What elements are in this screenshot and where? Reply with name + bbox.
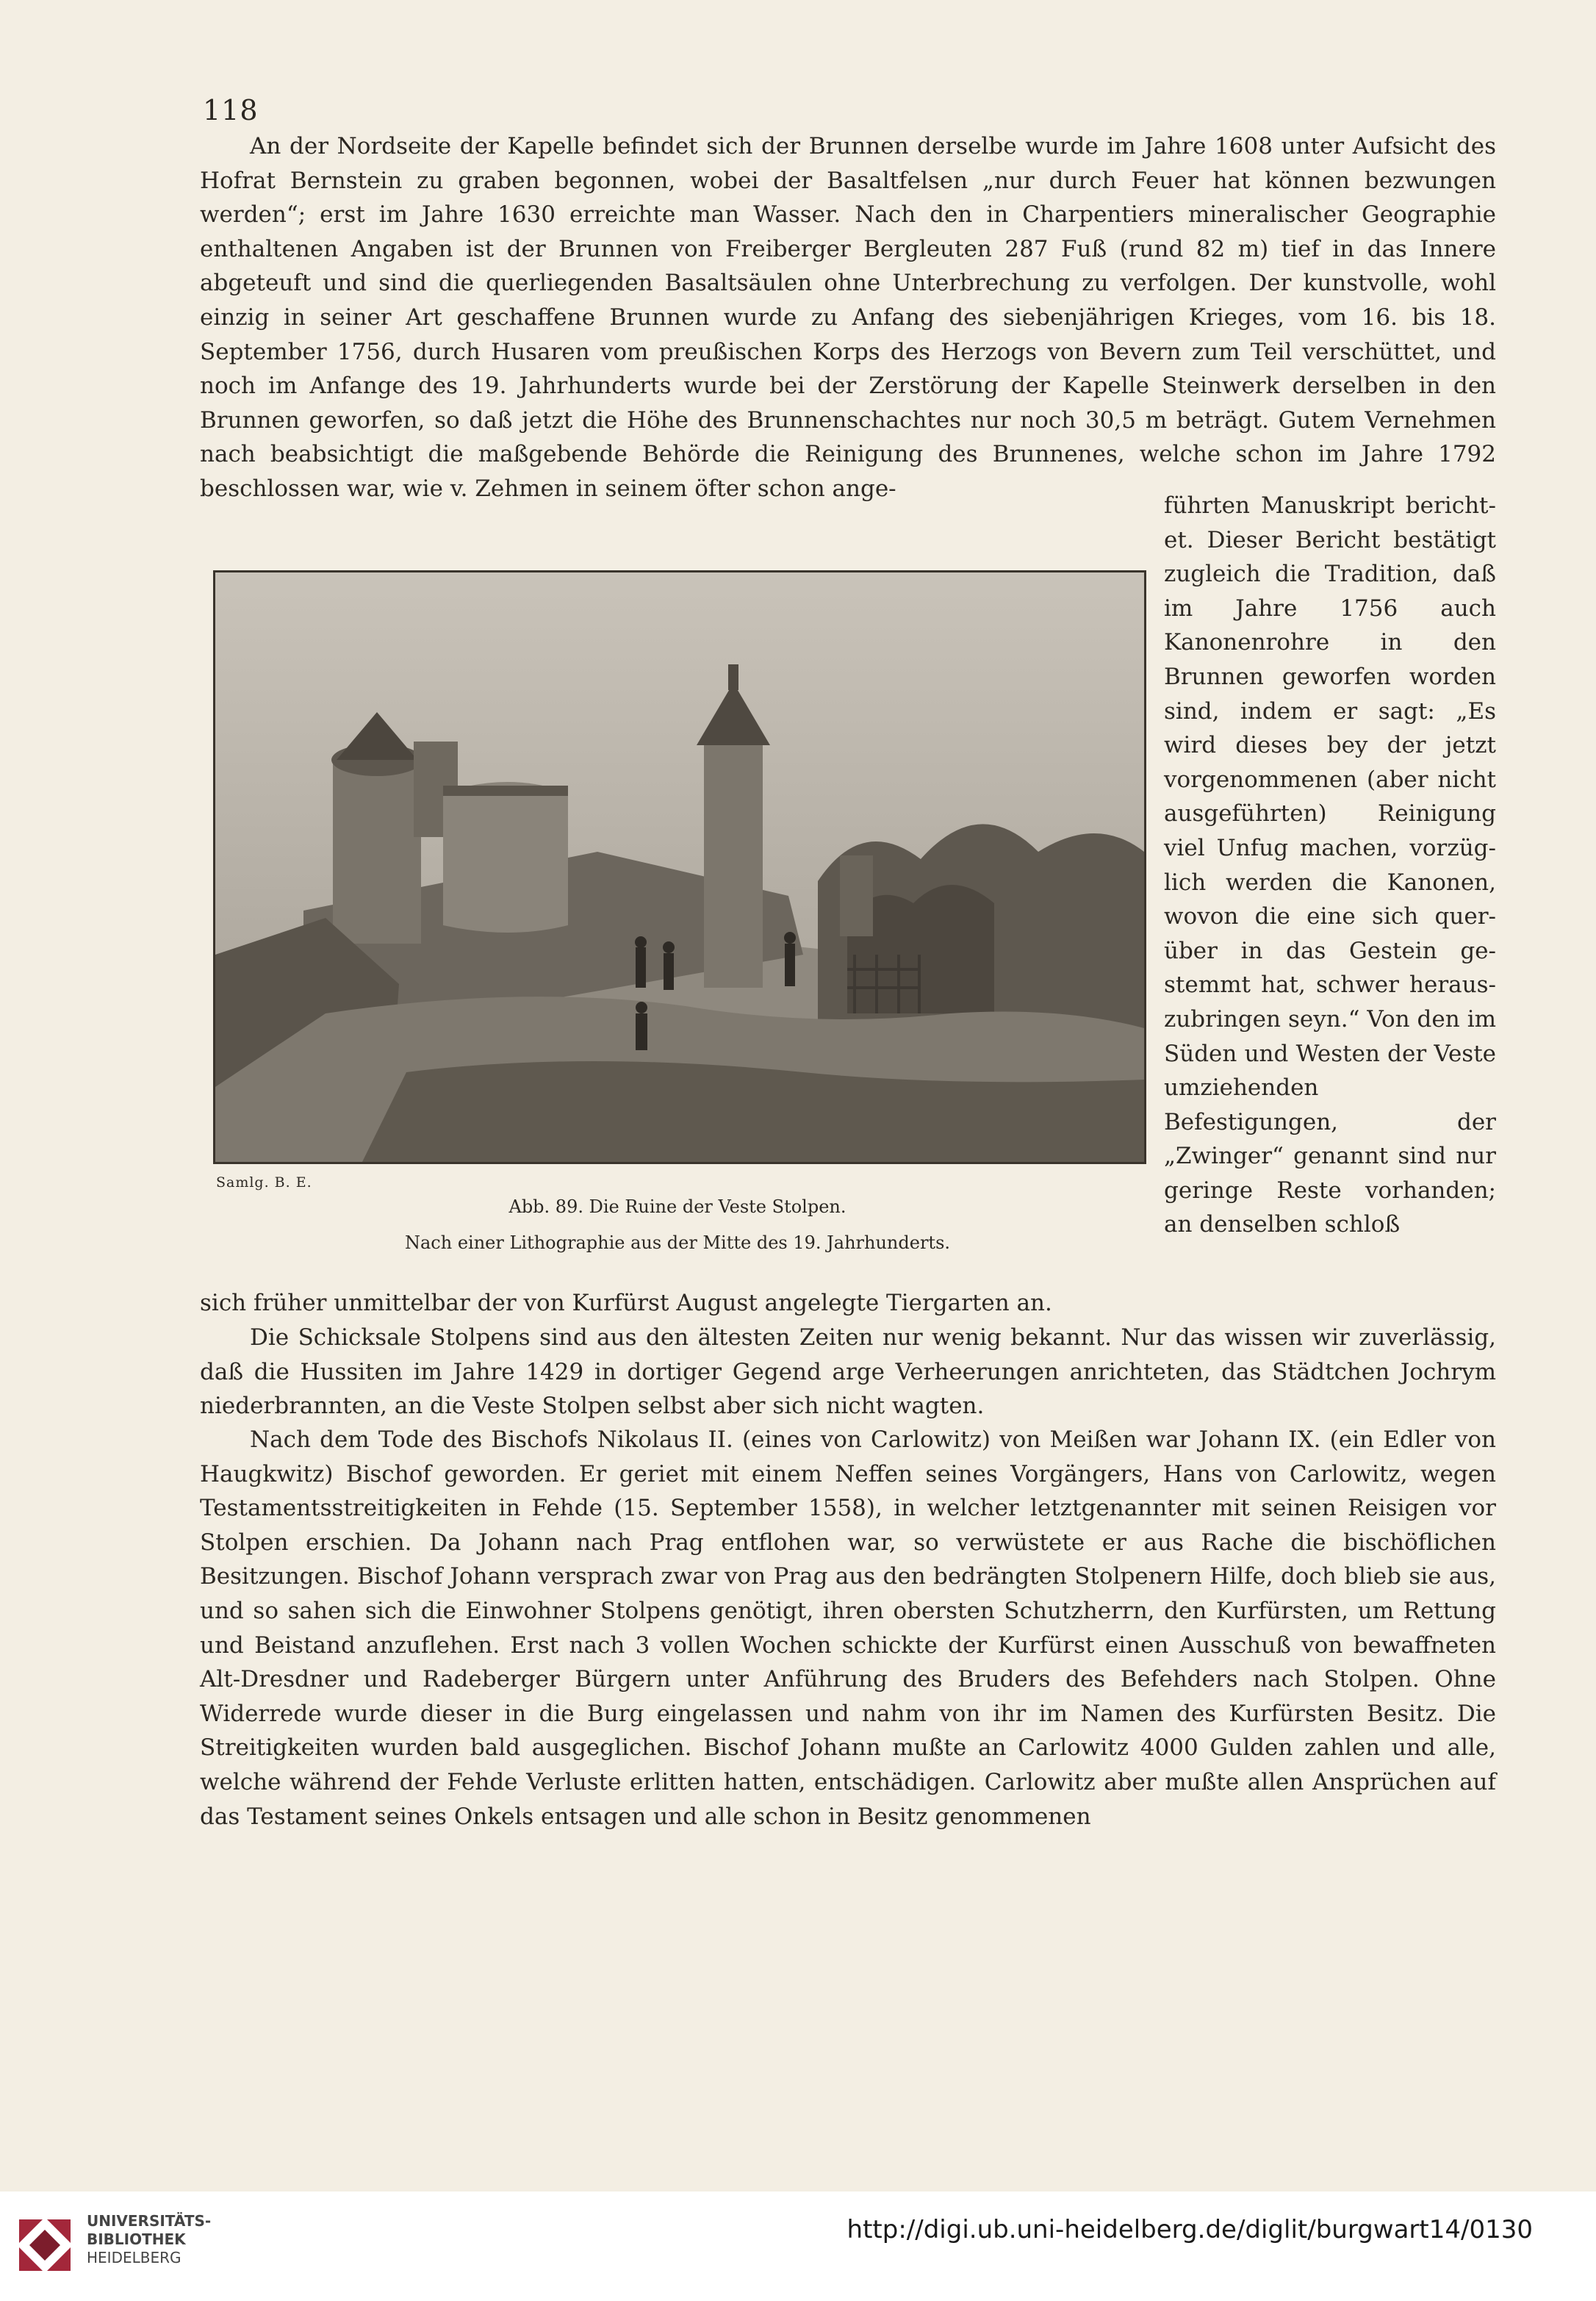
library-name-line-2: BIBLIOTHEK (87, 2230, 186, 2248)
paragraph-schicksale: Die Schicksale Stolpens sind aus den ältesten Zeiten nur wenig bekannt. Nur das wissen wir zuverlässig, daß die Hussiten im Jahre 1429 in dortiger Gegend arge Verheerungen anrichteten, das Städtchen Jochrym niederbrannten, an die Veste Stolpen selbst aber sich nicht wagten. (200, 1324, 1496, 1420)
university-library-logo-icon (13, 2214, 76, 2277)
figure-illustration (213, 570, 1146, 1164)
figure-caption-title: Abb. 89. Die Ruine der Veste Stolpen. (508, 1196, 846, 1217)
image-credit: Samlg. B. E. (216, 1174, 312, 1191)
paragraph-brunnen: An der Nordseite der Kapelle befindet sich der Brunnen derselbe wurde im Jahre 1608 unter Aufsicht des Hofrat Bernstein zu graben begonnen, wobei der Basaltfelsen „nur durch Feuer hat können bezwungen werden“; erst im Jahre 1630 erreichte man Wasser. Nach den in Charpentiers mineralischer Geographie enthaltenen Angaben ist der Brunnen von Freiberger Bergleuten 287 Fuß (rund 82 m) tief in das Innere abgeteuft und sind die querliegenden Basaltsäulen ohne Unterbrechung zu verfolgen. Der kunstvolle, wohl einzig in seiner Art geschaffene Brunnen wurde zu Anfang des siebenjährigen Krieges, vom 16. bis 18. September 1756, durch Husaren vom preußischen Korps des Herzogs von Bevern zum Teil verschüttet, und noch im Anfange des 19. Jahrhunderts wurde bei der Zerstörung der Kapelle Steinwerk derselben in den Brunnen geworfen, so daß jetzt die Höhe des Brunnenschachtes nur noch 30,5 m beträgt. Gutem Vernehmen nach beabsichtigt die maßgebende Behörde die Reinigung des Brunnenes, welche schon im Jahre 1792 beschlossen war, wie v. Zehmen in seinem öfter schon ange- (200, 133, 1496, 502)
paragraph-tiergarten-line: sich früher unmittelbar der von Kurfürst August angelegte Tiergarten an. (200, 1290, 1052, 1316)
paragraph-fehde: Nach dem Tode des Bischofs Nikolaus II. (eines von Carlowitz) von Meißen war Johann IX. (ein Edler von Haugkwitz) Bischof geworden. Er geriet mit einem Neffen seines Vorgängers, Hans von Carlowitz, wegen Testamentsstreitigkeiten in Fehde (15. September 1558), in welcher letztgenannter mit seinen Reisigen vor Stolpen erschien. Da Johann nach Prag entflohen war, so verwüstete er aus Rache die bischöflichen Besitzungen. Bischof Johann versprach zwar von Prag aus den bedrängten Stolpenern Hilfe, doch blieb sie aus, und so sahen sich die Einwohner Stolpens genötigt, ihren obersten Schutzherrn, den Kurfürsten, um Rettung und Beistand anzuflehen. Erst nach 3 vollen Wochen schickte der Kurfürst einen Ausschuß von bewaffneten Alt-Dresdner und Radeberger Bürgern unter Anführung des Bruders des Befehders nach Stolpen. Ohne Widerrede wurde dieser in die Burg eingelassen und nahm von ihr im Namen des Kurfürsten Besitz. Die Streitigkeiten wurden bald ausgeglichen. Bischof Johann mußte an Carlowitz 4000 Gulden zahlen und alle, welche während der Fehde Verluste erlitten hatten, entschädigen. Carlowitz aber mußte allen Ansprüchen auf das Testament seines Onkels entsagen und alle schon in Besitz genommenen (200, 1426, 1496, 1830)
figure-caption-source: Nach einer Lithographie aus der Mitte des 19. Jahrhunderts. (404, 1232, 951, 1253)
permalink-url[interactable]: http://digi.ub.uni-heidelberg.de/diglit/burgwart14/0130 (846, 2215, 1533, 2244)
library-name-line-1: UNIVERSITÄTS- (87, 2212, 212, 2230)
library-name (87, 2212, 211, 2267)
library-footer-bar (0, 2191, 1596, 2301)
library-name-line-3: HEIDELBERG (87, 2249, 181, 2266)
lithograph-castle-ruin-image (215, 572, 1144, 1162)
paragraph-side-column: führten Manuskript berichtet. Dieser Bericht bestätigt zugleich die Tradition, daß im Jahre 1756 auch Kanonenrohre in den Brunnen geworfen worden sind, indem er sagt: „Es wird dieses bey der jetzt vorgenommenen (aber nicht ausgeführten) Reinigung viel Unfug machen, vorzüglich werden die Kanonen, wovon die eine sich querüber in das Gestein gestemmt hat, schwer herauszubringen seyn.“ Von den im Süden und Westen der Veste umziehenden Befestigungen, der „Zwinger“ genannt sind nur geringe Reste vorhanden; an denselben schloß (1164, 492, 1496, 1238)
page-number: 118 (203, 94, 259, 126)
